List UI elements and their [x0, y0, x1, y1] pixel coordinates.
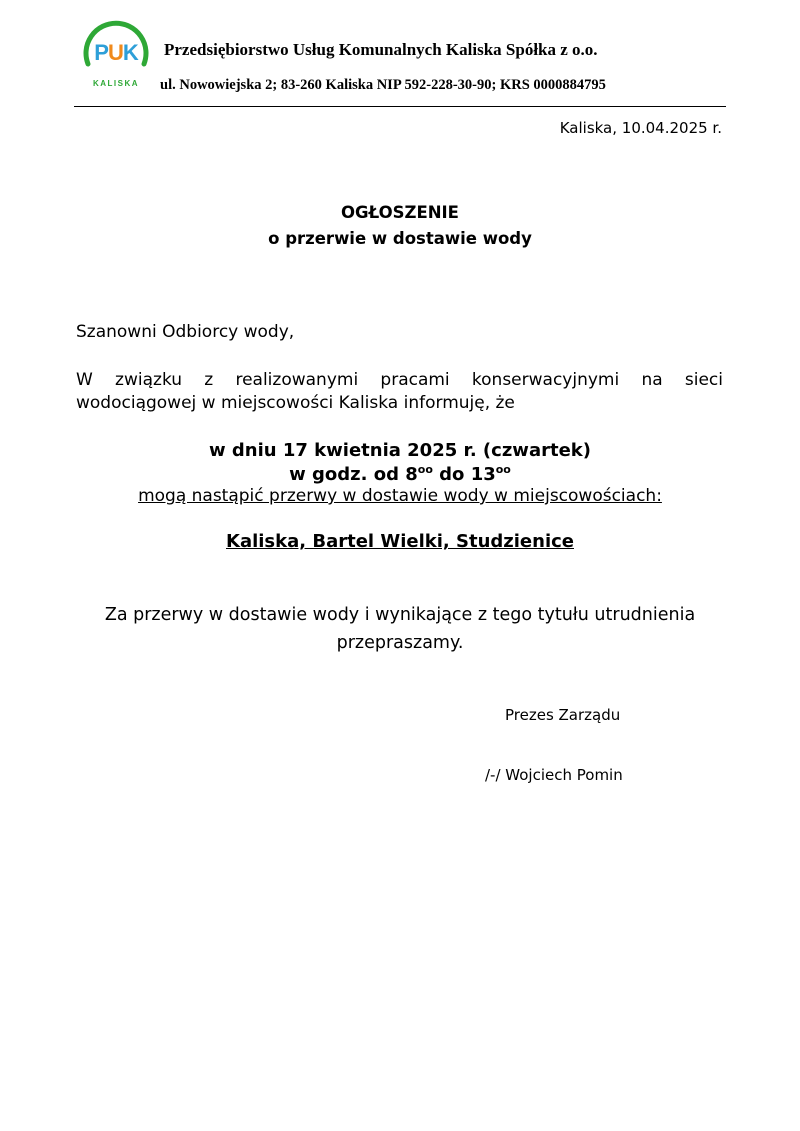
apology-paragraph [0, 601, 800, 657]
salutation: Szanowni Odbiorcy wody, [76, 322, 295, 342]
outage-notice: mogą nastąpić przerwy w dostawie wody w miejscowościach: [138, 486, 662, 506]
apology-line-2: przepraszamy. [336, 633, 464, 653]
svg-text:PUK [94, 40, 139, 65]
apology-line-1: Za przerwy w dostawie wody i wynikające z tego tytułu utrudnienia [104, 605, 696, 625]
signature-role: Prezes Zarządu [505, 706, 621, 724]
outage-hours-end-minutes: oo [495, 463, 511, 476]
company-logo [80, 18, 152, 92]
logo-letter: K [122, 40, 138, 65]
outage-hours [0, 464, 800, 485]
document-subtitle: o przerwie w dostawie wody [268, 229, 532, 248]
outage-hours-end: do 13 [432, 464, 496, 485]
svg-text:KALISKA: KALISKA [92, 79, 140, 88]
outage-hours-start-minutes: oo [417, 463, 433, 476]
header-divider [74, 106, 726, 107]
company-address: ul. Nowowiejska 2; 83-260 Kaliska NIP 592-228-30-90; KRS 0000884795 [160, 77, 606, 93]
outage-hours-start: w godz. od 8 [289, 464, 418, 485]
document-date: Kaliska, 10.04.2025 r. [559, 119, 722, 137]
signature-name: /-/ Wojciech Pomin [485, 766, 623, 784]
affected-localities: Kaliska, Bartel Wielki, Studzienice [226, 531, 574, 552]
logo-letter: U [107, 40, 123, 65]
logo-letter: P [94, 40, 108, 65]
logo-graphic [80, 18, 152, 92]
intro-paragraph: W związku z realizowanymi pracami konserwacyjnymi na sieci wodociągowej w miejscowości Kaliska informuję, że [76, 370, 723, 413]
document-title: OGŁOSZENIE [341, 203, 459, 222]
outage-date: w dniu 17 kwietnia 2025 r. (czwartek) [209, 440, 591, 461]
company-name: Przedsiębiorstwo Usług Komunalnych Kaliska Spółka z o.o. [164, 40, 598, 59]
